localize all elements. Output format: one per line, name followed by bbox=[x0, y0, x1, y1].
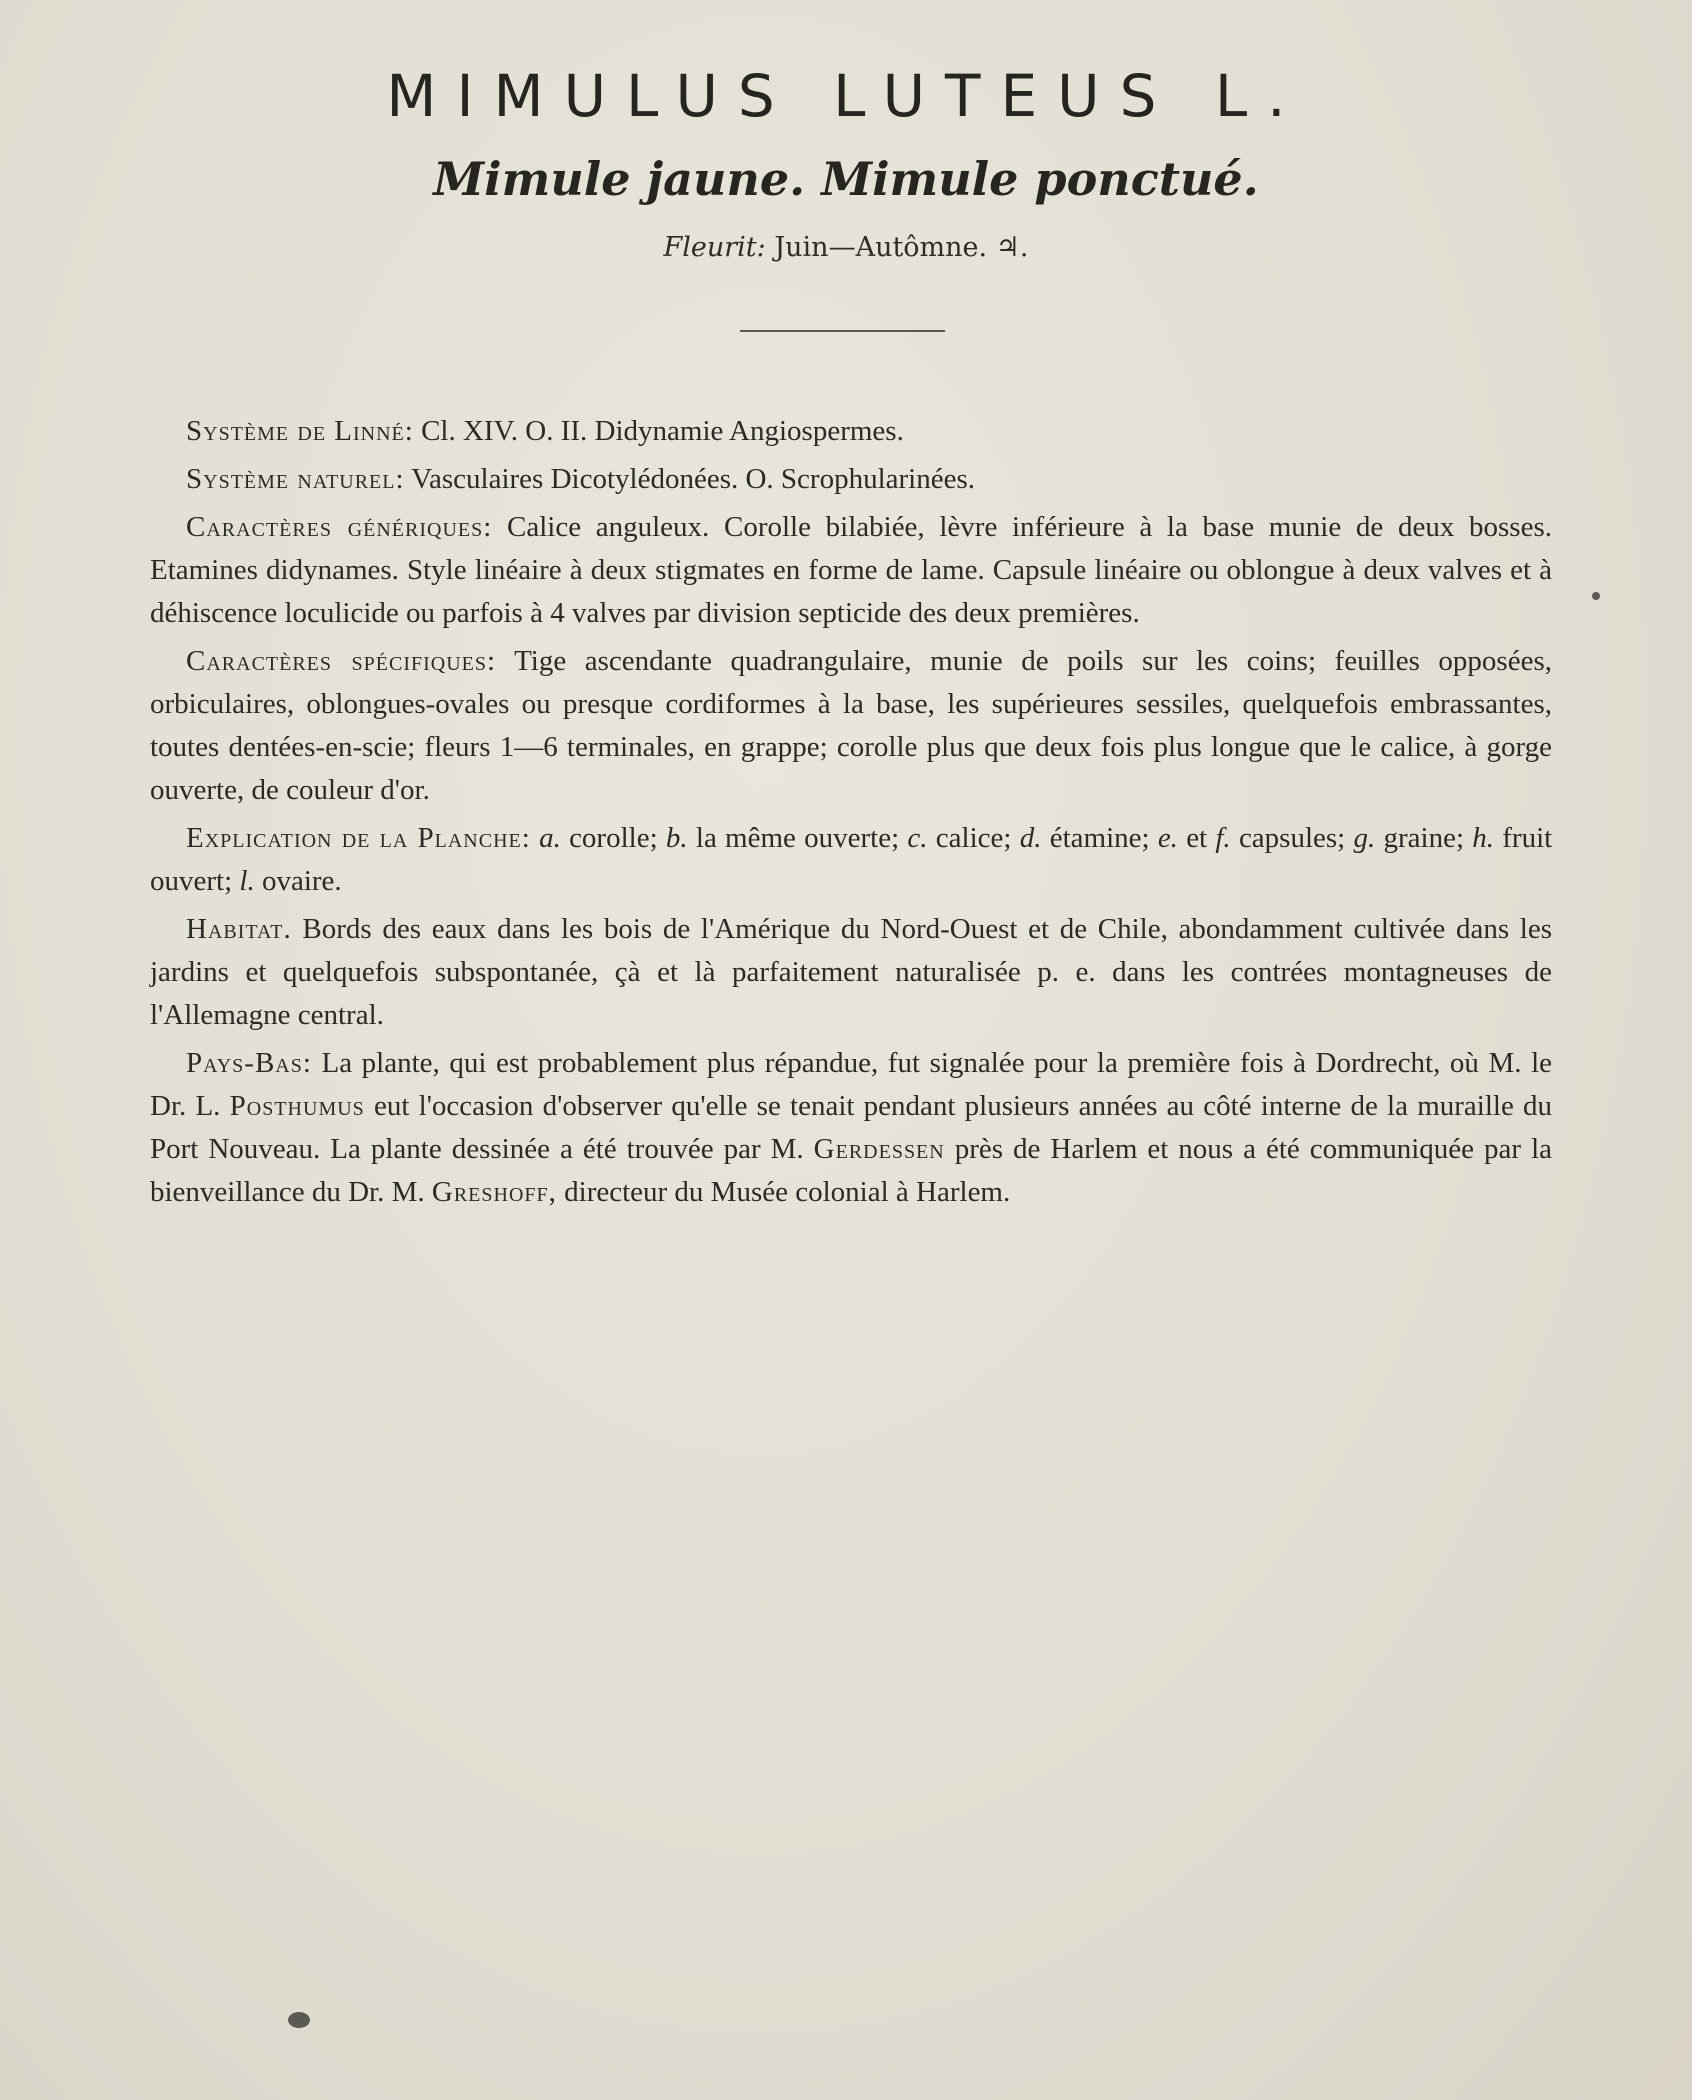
paragraph-linne bbox=[150, 410, 1552, 453]
key-e-text: et bbox=[1186, 822, 1208, 854]
text-specifiques: Tige ascendante quadrangulaire, munie de poils sur les coins; feuilles opposées, orbiculaires, oblongues-ovales ou presque cordiformes à la base, les supérieures sessiles, quelquefois embrassantes, toutes dentées-en-scie; fleurs 1—6 terminales, en grappe; corolle plus que deux fois plus longue que le calice, à gorge ouverte, de couleur d'or. bbox=[150, 645, 1552, 806]
key-h: h. bbox=[1472, 822, 1495, 854]
paragraph-specifiques bbox=[150, 640, 1552, 812]
text-generiques: Calice anguleux. Corolle bilabiée, lèvre inférieure à la base munie de deux bosses. Etamines didynames. Style linéaire à deux stigmates en forme de lame. Capsule linéaire ou oblongue à deux valves et à déhiscence loculicide ou parfois à 4 valves par division septicide des deux premières. bbox=[150, 511, 1552, 629]
label-generiques: Caractères génériques: bbox=[186, 511, 493, 543]
key-b-text: la même ouverte; bbox=[695, 822, 900, 854]
text-paysbas-1: La plante, qui est probablement plus répandue, fut signalée pour la première fois à Dordrecht, où M. le Dr. L. bbox=[150, 1047, 1553, 1122]
person-gerdessen: Gerdessen bbox=[813, 1133, 945, 1165]
label-habitat: Habitat. bbox=[186, 913, 292, 945]
key-f: f. bbox=[1215, 822, 1231, 854]
text-paysbas-3: près de Harlem et nous a été communiquée par la bienveillance du Dr. M. bbox=[150, 1133, 1552, 1208]
key-c: c. bbox=[907, 822, 928, 854]
key-h-text: fruit ouvert; bbox=[150, 822, 1553, 897]
paragraph-habitat bbox=[150, 908, 1552, 1037]
key-g-text: graine; bbox=[1383, 822, 1465, 854]
text-paysbas-2: eut l'occasion d'observer qu'elle se tenait pendant plusieurs années au côté interne de la muraille du Port Nouveau. La plante dessinée a été trouvée par M. bbox=[150, 1090, 1553, 1165]
page-title: MIMULUS LUTEUS L. bbox=[386, 62, 1306, 130]
key-d: d. bbox=[1019, 822, 1042, 854]
text-paysbas-4: directeur du Musée colonial à Harlem. bbox=[564, 1176, 1011, 1208]
paragraph-paysbas bbox=[150, 1042, 1552, 1214]
key-g: g. bbox=[1353, 822, 1376, 854]
label-paysbas: Pays-Bas: bbox=[186, 1047, 312, 1079]
key-e: e. bbox=[1157, 822, 1178, 854]
divider bbox=[740, 330, 945, 332]
flowering-label: Fleurit: bbox=[663, 232, 766, 263]
key-f-text: capsules; bbox=[1238, 822, 1346, 854]
text-linne: Cl. XIV. O. II. Didynamie Angiospermes. bbox=[421, 415, 904, 447]
key-a-text: corolle; bbox=[569, 822, 658, 854]
paragraph-generiques bbox=[150, 506, 1552, 635]
text-habitat: Bords des eaux dans les bois de l'Amérique du Nord-Ouest et de Chile, abondamment cultivée dans les jardins et quelquefois subspontanée, çà et là parfaitement naturalisée p. e. dans les contrées montagneuses de l'Allemagne central. bbox=[150, 913, 1553, 1031]
key-c-text: calice; bbox=[935, 822, 1012, 854]
key-l: l. bbox=[239, 865, 255, 897]
common-names: Mimule jaune. Mimule ponctué. bbox=[433, 152, 1259, 206]
label-planche: Explication de la Planche: bbox=[186, 822, 531, 854]
paper-speck bbox=[1592, 592, 1600, 600]
text-naturel: Vasculaires Dicotylédonées. O. Scrophularinées. bbox=[411, 463, 975, 495]
key-l-text: ovaire. bbox=[261, 865, 342, 897]
label-specifiques: Caractères spécifiques: bbox=[186, 645, 497, 677]
person-greshoff: Greshoff, bbox=[431, 1176, 557, 1208]
person-posthumus: Posthumus bbox=[229, 1090, 365, 1122]
label-naturel: Système naturel: bbox=[186, 463, 405, 495]
key-d-text: étamine; bbox=[1049, 822, 1150, 854]
paragraph-naturel bbox=[150, 458, 1552, 501]
description-body bbox=[150, 410, 1552, 1219]
flowering-value: Juin—Autômne. ♃. bbox=[774, 232, 1029, 263]
paragraph-planche bbox=[150, 817, 1552, 903]
flowering-line bbox=[0, 232, 1692, 263]
label-linne: Système de Linné: bbox=[186, 415, 414, 447]
paper-speck bbox=[288, 2012, 310, 2028]
key-b: b. bbox=[665, 822, 688, 854]
key-a: a. bbox=[539, 822, 561, 854]
